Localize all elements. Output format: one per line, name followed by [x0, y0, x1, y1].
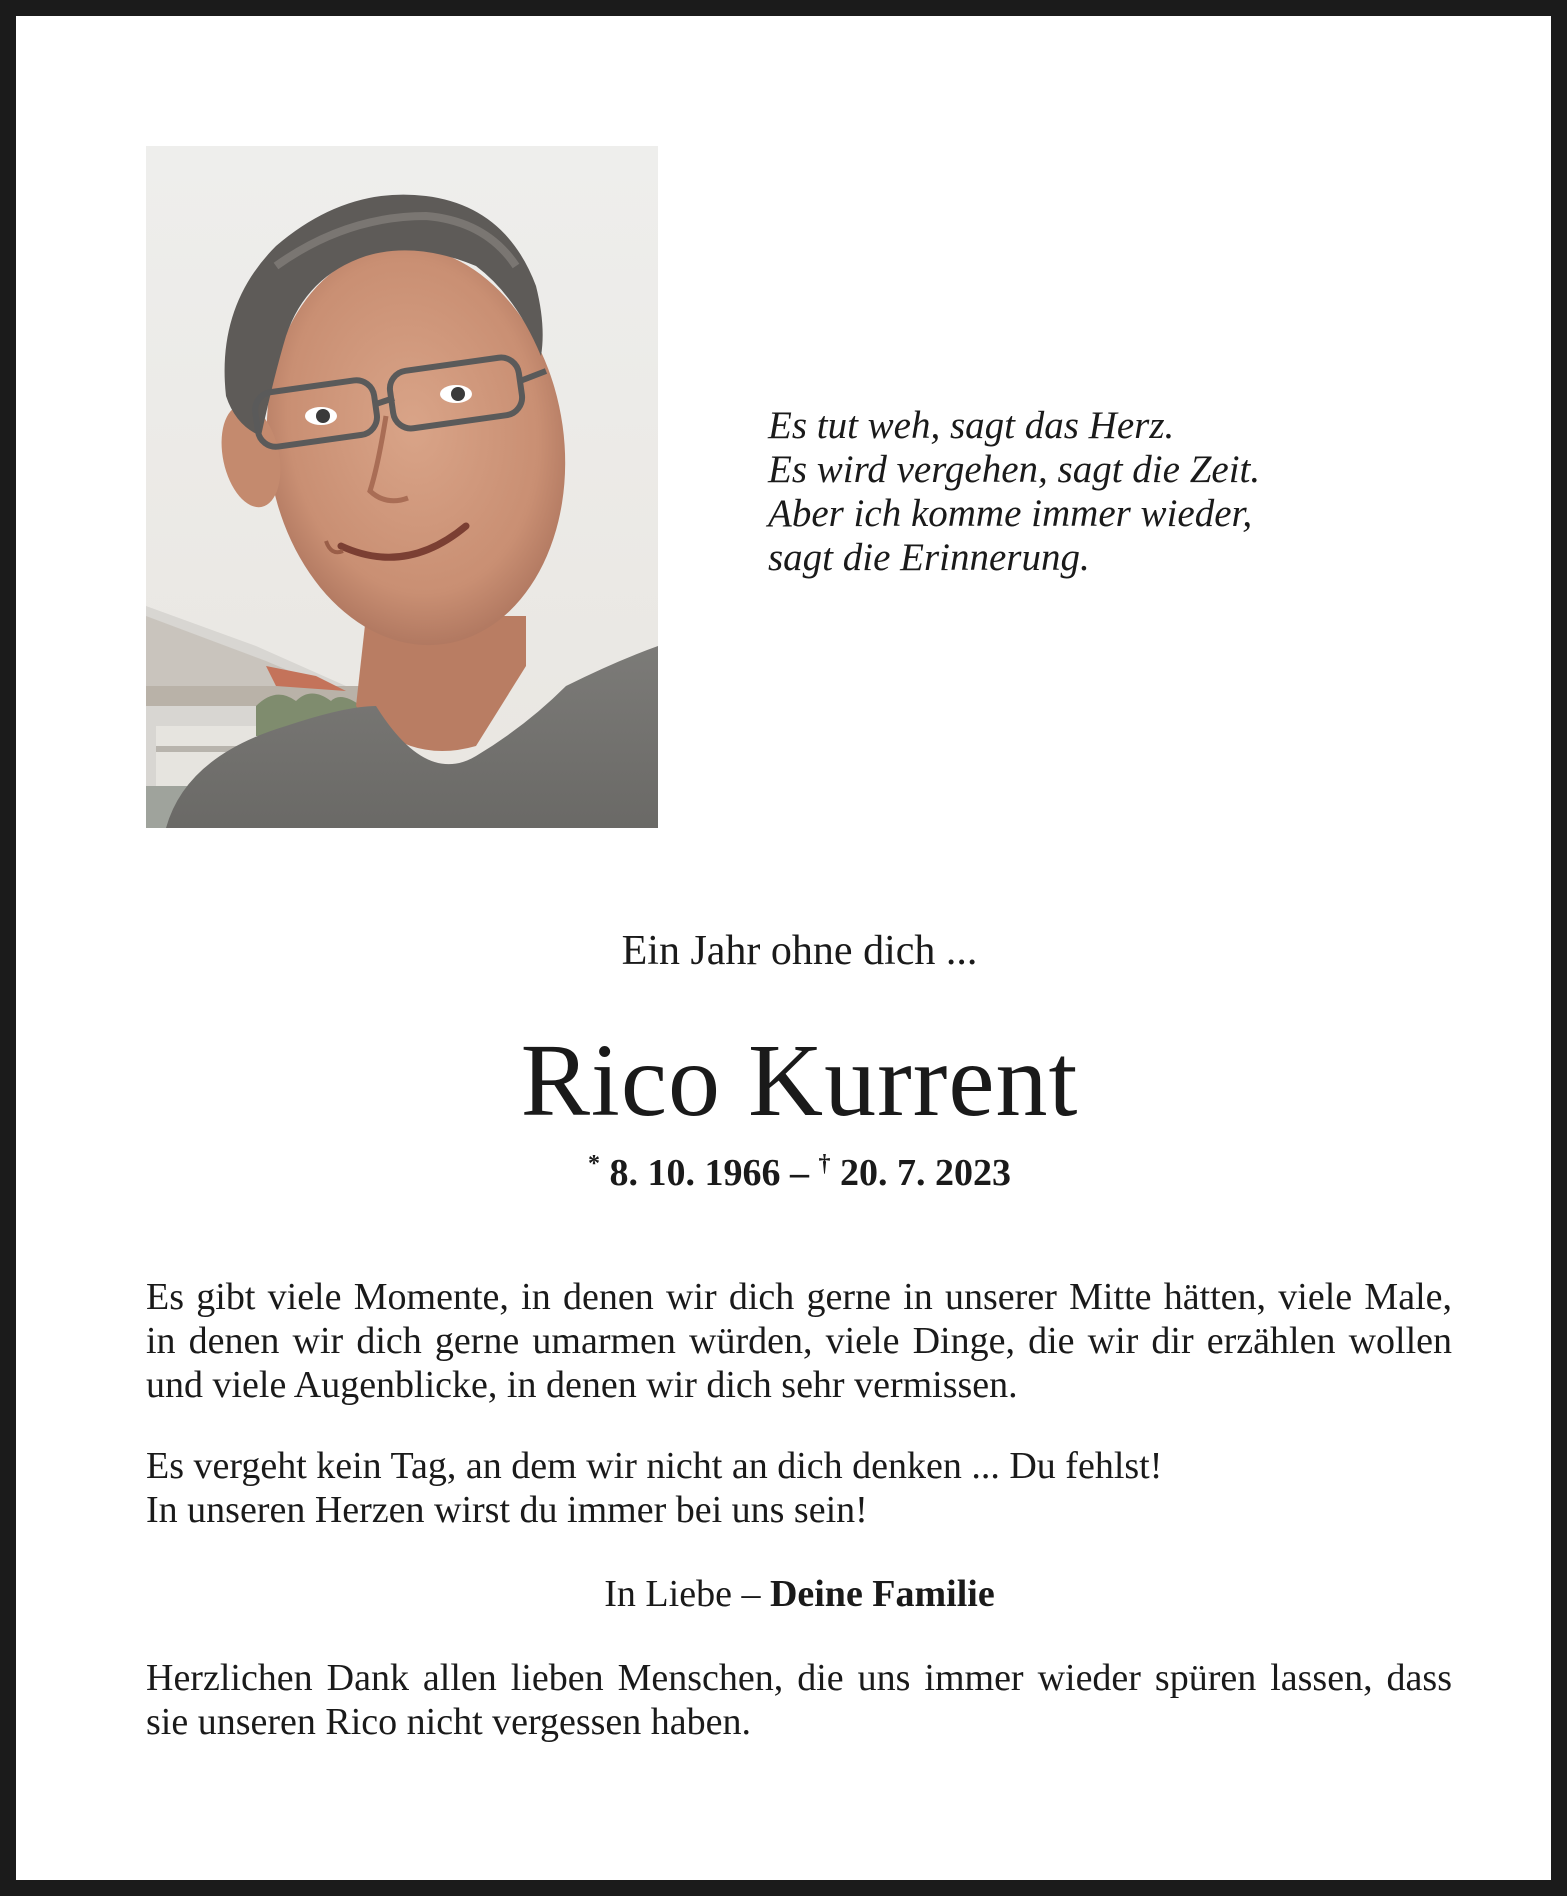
- family-signature: Deine Familie: [769, 1573, 995, 1615]
- life-dates: [16, 1149, 1567, 1197]
- paragraph-thanks: Herzlichen Dank allen lieben Menschen, die uns immer wieder spüren lassen, dass sie unseren Rico nicht vergessen haben.: [146, 1657, 1452, 1743]
- signoff-prefix: In Liebe –: [604, 1573, 770, 1615]
- missing-line: Es vergeht kein Tag, an dem wir nicht an dich denken ... Du fehlst!: [146, 1445, 1163, 1487]
- paragraph-moments: Es gibt viele Momente, in denen wir dich gerne in unserer Mitte hätten, viele Male, in denen wir dich gerne umarmen würden, viele Dinge, die wir dir erzählen wollen und viele Augenblicke, in denen wir dich sehr vermissen.: [146, 1276, 1452, 1406]
- birth-date: 8. 10. 1966: [609, 1152, 781, 1194]
- signoff: [16, 1571, 1567, 1617]
- poem-line: Aber ich komme immer wieder,: [768, 492, 1253, 535]
- death-date: 20. 7. 2023: [840, 1152, 1011, 1194]
- date-separator: –: [790, 1152, 809, 1194]
- paragraph-missing: [146, 1444, 1452, 1532]
- death-symbol: †: [818, 1151, 831, 1177]
- deceased-name: Rico Kurrent: [520, 1023, 1079, 1138]
- memorial-poem: [768, 404, 1418, 580]
- portrait-photo: [146, 146, 658, 828]
- poem-line: sagt die Erinnerung.: [768, 536, 1090, 579]
- intro-heading: Ein Jahr ohne dich ...: [621, 928, 978, 974]
- poem-line: Es tut weh, sagt das Herz.: [768, 404, 1175, 447]
- birth-symbol: *: [588, 1151, 600, 1177]
- poem-line: Es wird vergehen, sagt die Zeit.: [768, 448, 1261, 491]
- missing-line: In unseren Herzen wirst du immer bei uns sein!: [146, 1489, 868, 1531]
